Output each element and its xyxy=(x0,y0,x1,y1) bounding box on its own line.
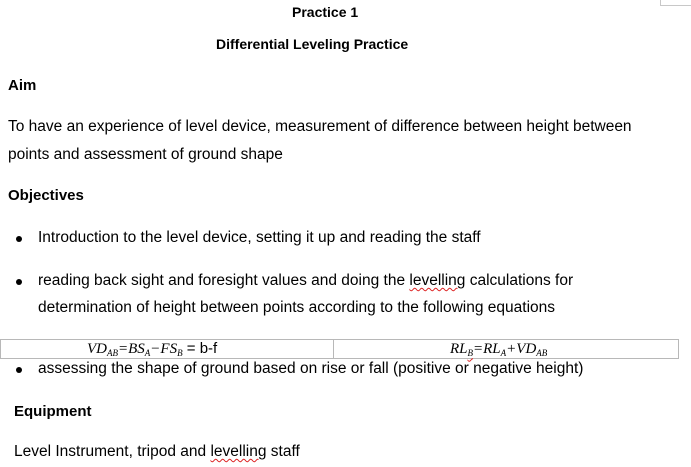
eq-plain-text: = b-f xyxy=(182,340,218,357)
spellcheck-flagged-word[interactable]: levelling xyxy=(210,443,267,460)
objectives-heading: Objectives xyxy=(8,187,84,204)
page-corner-mark xyxy=(660,0,691,6)
objective-text: reading back sight and foresight values and doing the xyxy=(38,272,410,289)
equation-cell-1[interactable] xyxy=(1,340,334,359)
eq-operator: = xyxy=(118,341,129,357)
eq-term: RL xyxy=(483,340,501,357)
equation-cell-2[interactable] xyxy=(334,340,679,359)
objective-item-2-line2: determination of height between points according to the following equations xyxy=(38,299,556,316)
equation-vd xyxy=(87,341,217,357)
eq-term: VD xyxy=(87,341,107,357)
eq-subscript: B xyxy=(467,347,474,358)
aim-text-line2: points and assessment of ground shape xyxy=(8,146,283,163)
eq-subscript: A xyxy=(500,347,507,358)
objective-text: calculations for xyxy=(465,272,574,289)
equipment-text-part: Level Instrument, tripod and xyxy=(14,443,211,460)
objective-item-2-line1 xyxy=(38,272,573,290)
aim-heading: Aim xyxy=(8,77,37,94)
eq-term: VD xyxy=(516,340,537,357)
aim-text-line1: To have an experience of level device, measurement of difference between height between xyxy=(8,118,632,135)
bullet-icon xyxy=(16,367,22,373)
equipment-heading: Equipment xyxy=(14,403,92,420)
equation-table xyxy=(0,339,679,359)
spellcheck-flagged-word[interactable]: levelling xyxy=(409,272,466,289)
eq-term: BS xyxy=(128,341,145,357)
eq-term: FS xyxy=(160,341,178,357)
eq-subscript: AB xyxy=(107,348,118,358)
eq-subscript: A xyxy=(144,348,151,358)
eq-operator: − xyxy=(150,341,161,357)
bullet-icon xyxy=(16,236,22,242)
objective-item-3: assessing the shape of ground based on rise or fall (positive or negative height) xyxy=(38,360,584,377)
equipment-text-part: staff xyxy=(266,443,300,460)
equation-rl xyxy=(450,341,547,357)
equipment-text xyxy=(14,443,300,461)
eq-term: RL xyxy=(450,340,468,357)
eq-operator: + xyxy=(506,340,517,357)
eq-subscript: B xyxy=(177,348,183,358)
bullet-icon xyxy=(16,279,22,285)
practice-number: Practice 1 xyxy=(292,4,359,20)
eq-operator: = xyxy=(473,340,484,357)
document-title: Differential Leveling Practice xyxy=(216,36,409,52)
eq-subscript: AB xyxy=(536,347,548,358)
objective-item-1: Introduction to the level device, setting it up and reading the staff xyxy=(38,229,481,246)
